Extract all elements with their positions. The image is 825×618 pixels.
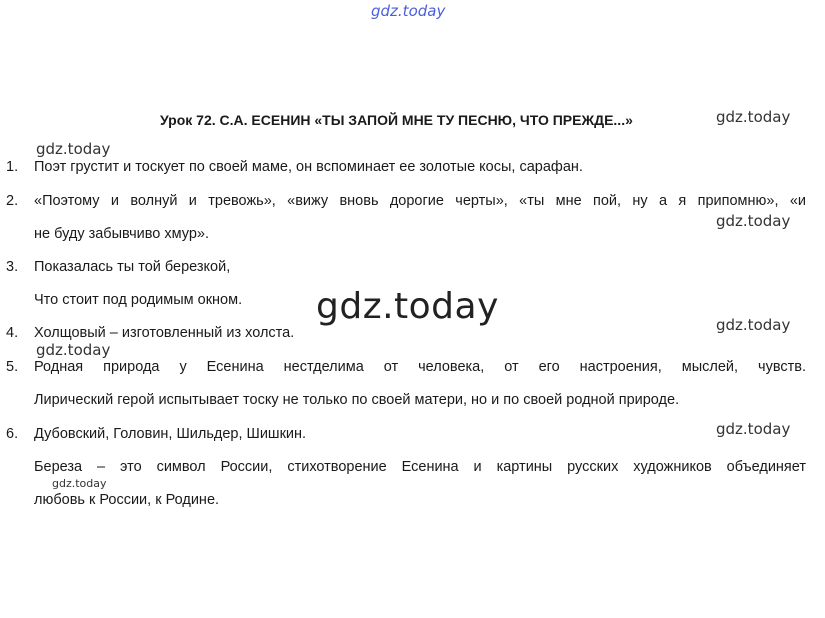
item-number: 2.: [6, 193, 19, 209]
lesson-title: Урок 72. С.А. ЕСЕНИН «ТЫ ЗАПОЙ МНЕ ТУ ПЕСНЮ, ЧТО ПРЕЖДЕ...»: [160, 112, 633, 128]
watermark: gdz.today: [36, 341, 111, 359]
watermark-top: gdz.today: [371, 2, 446, 20]
item-number: 5.: [6, 359, 19, 375]
item-text: Холщовый – изготовленный из холста.: [34, 325, 295, 341]
item-number: 1.: [6, 159, 19, 175]
item-number: 6.: [6, 426, 19, 442]
item-number: 3.: [6, 259, 19, 275]
watermark: gdz.today: [52, 477, 107, 490]
watermark: gdz.today: [36, 140, 111, 158]
item-text: Дубовский, Головин, Шильдер, Шишкин.: [34, 426, 307, 442]
item-text: не буду забывчиво хмур».: [34, 226, 209, 242]
watermark: gdz.today: [716, 212, 791, 230]
item-text: Береза – это символ России, стихотворение Есенина и картины русских художников объединяет: [34, 459, 806, 475]
watermark: gdz.today: [716, 108, 791, 126]
item-text: Поэт грустит и тоскует по своей маме, он вспоминает ее золотые косы, сарафан.: [34, 159, 583, 175]
watermark: gdz.today: [716, 316, 791, 334]
item-text: Что стоит под родимым окном.: [34, 292, 243, 308]
item-text: Лирический герой испытывает тоску не только по своей матери, но и по своей родной природе.: [34, 392, 680, 408]
watermark-large: gdz.today: [316, 286, 499, 327]
item-text: Родная природа у Есенина нестделима от человека, от его настроения, мыслей, чувств.: [34, 359, 806, 375]
item-text: Показалась ты той березкой,: [34, 259, 231, 275]
item-number: 4.: [6, 325, 19, 341]
item-text: «Поэтому и волнуй и тревожь», «вижу вновь дорогие черты», «ты мне пой, ну а я припомню», «и: [34, 193, 806, 209]
watermark: gdz.today: [716, 420, 791, 438]
item-text: любовь к России, к Родине.: [34, 492, 220, 508]
